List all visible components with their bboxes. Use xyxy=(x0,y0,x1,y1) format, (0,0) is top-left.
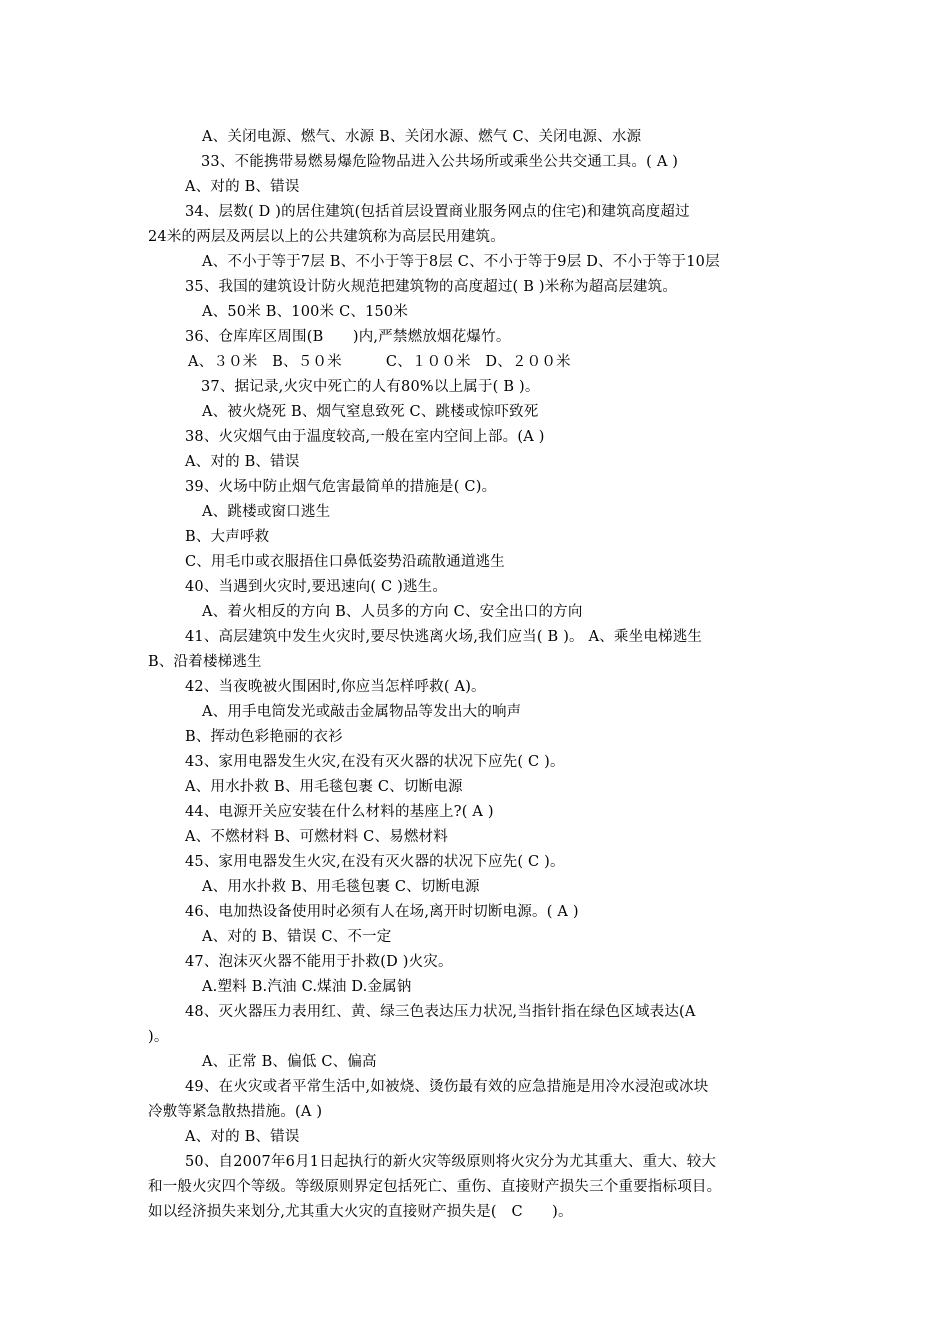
text-line: A、50米 B、100米 C、150米 xyxy=(202,304,409,320)
text-line: 40、当遇到火灾时,要迅速向( C )逃生。 xyxy=(185,579,448,595)
text-line: A、正常 B、偏低 C、偏高 xyxy=(202,1054,377,1070)
text-line: 37、据记录,火灾中死亡的人有80%以上属于( B )。 xyxy=(201,379,540,395)
text-line: A、关闭电源、燃气、水源 B、关闭水源、燃气 C、关闭电源、水源 xyxy=(202,129,642,145)
text-line: 50、自2007年6月1日起执行的新火灾等级原则将火灾分为尤其重大、重大、较大 xyxy=(185,1154,717,1170)
text-line: 49、在火灾或者平常生活中,如被烧、烫伤最有效的应急措施是用冷水浸泡或冰块 xyxy=(185,1079,709,1095)
text-line: A、跳楼或窗口逃生 xyxy=(202,504,331,520)
text-line: A、着火相反的方向 B、人员多的方向 C、安全出口的方向 xyxy=(202,604,583,620)
text-line: 47、泡沫灭火器不能用于扑救(D )火灾。 xyxy=(185,954,453,970)
text-line: A、被火烧死 B、烟气窒息致死 C、跳楼或惊吓致死 xyxy=(202,404,539,420)
text-line: A、用水扑救 B、用毛毯包裹 C、切断电源 xyxy=(202,879,480,895)
text-line: 39、火场中防止烟气危害最简单的措施是( C)。 xyxy=(185,479,497,495)
text-line: A、对的 B、错误 xyxy=(185,1129,300,1145)
text-line: 43、家用电器发生火灾,在没有灭火器的状况下应先( C )。 xyxy=(185,754,565,770)
text-line: 冷敷等紧急散热措施。(A ) xyxy=(148,1104,323,1120)
text-line: A、对的 B、错误 xyxy=(185,454,300,470)
text-line: 36、仓库库区周围(B )内,严禁燃放烟花爆竹。 xyxy=(185,329,511,345)
text-line: A、３０米 B、５０米 C、１００米 D、２００米 xyxy=(188,354,571,370)
text-line: 34、层数( D )的居住建筑(包括首层设置商业服务网点的住宅)和建筑高度超过 xyxy=(185,204,690,220)
text-line: A.塑料 B.汽油 C.煤油 D.金属钠 xyxy=(202,979,412,995)
text-line: A、用手电筒发光或敲击金属物品等发出大的响声 xyxy=(202,704,522,720)
text-line: 和一般火灾四个等级。等级原则界定包括死亡、重伤、直接财产损失三个重要指标项目。 xyxy=(148,1179,722,1195)
text-line: B、挥动色彩艳丽的衣衫 xyxy=(185,729,343,745)
text-line: A、不小于等于7层 B、不小于等于8层 C、不小于等于9层 D、不小于等于10层 xyxy=(202,254,720,270)
text-line: 42、当夜晚被火围困时,你应当怎样呼救( A)。 xyxy=(185,679,486,695)
text-line: 44、电源开关应安装在什么材料的基座上?( A ) xyxy=(185,804,494,820)
text-line: 38、火灾烟气由于温度较高,一般在室内空间上部。(A ) xyxy=(185,429,545,445)
text-line: 35、我国的建筑设计防火规范把建筑物的高度超过( B )米称为超高层建筑。 xyxy=(185,279,678,295)
text-line: 如以经济损失来划分,尤其重大火灾的直接财产损失是( C )。 xyxy=(148,1204,573,1220)
text-line: 46、电加热设备使用时必须有人在场,离开时切断电源。( A ) xyxy=(185,904,579,920)
text-line: )。 xyxy=(148,1029,169,1045)
text-line: 48、灭火器压力表用红、黄、绿三色表达压力状况,当指针指在绿色区域表达(A xyxy=(185,1004,696,1020)
text-line: A、对的 B、错误 C、不一定 xyxy=(202,929,392,945)
text-line: A、对的 B、错误 xyxy=(185,179,300,195)
text-line: A、不燃材料 B、可燃材料 C、易燃材料 xyxy=(185,829,448,845)
text-line: 24米的两层及两层以上的公共建筑称为高层民用建筑。 xyxy=(148,229,505,245)
text-line: B、沿着楼梯逃生 xyxy=(148,654,262,670)
text-line: A、用水扑救 B、用毛毯包裹 C、切断电源 xyxy=(185,779,463,795)
text-line: 41、高层建筑中发生火灾时,要尽快逃离火场,我们应当( B )。 A、乘坐电梯逃生 xyxy=(185,629,703,645)
text-line: C、用毛巾或衣服捂住口鼻低姿势沿疏散通道逃生 xyxy=(185,554,505,570)
text-line: B、大声呼救 xyxy=(185,529,270,545)
text-line: 33、不能携带易燃易爆危险物品进入公共场所或乘坐公共交通工具。( A ) xyxy=(201,154,679,170)
text-line: 45、家用电器发生火灾,在没有灭火器的状况下应先( C )。 xyxy=(185,854,565,870)
